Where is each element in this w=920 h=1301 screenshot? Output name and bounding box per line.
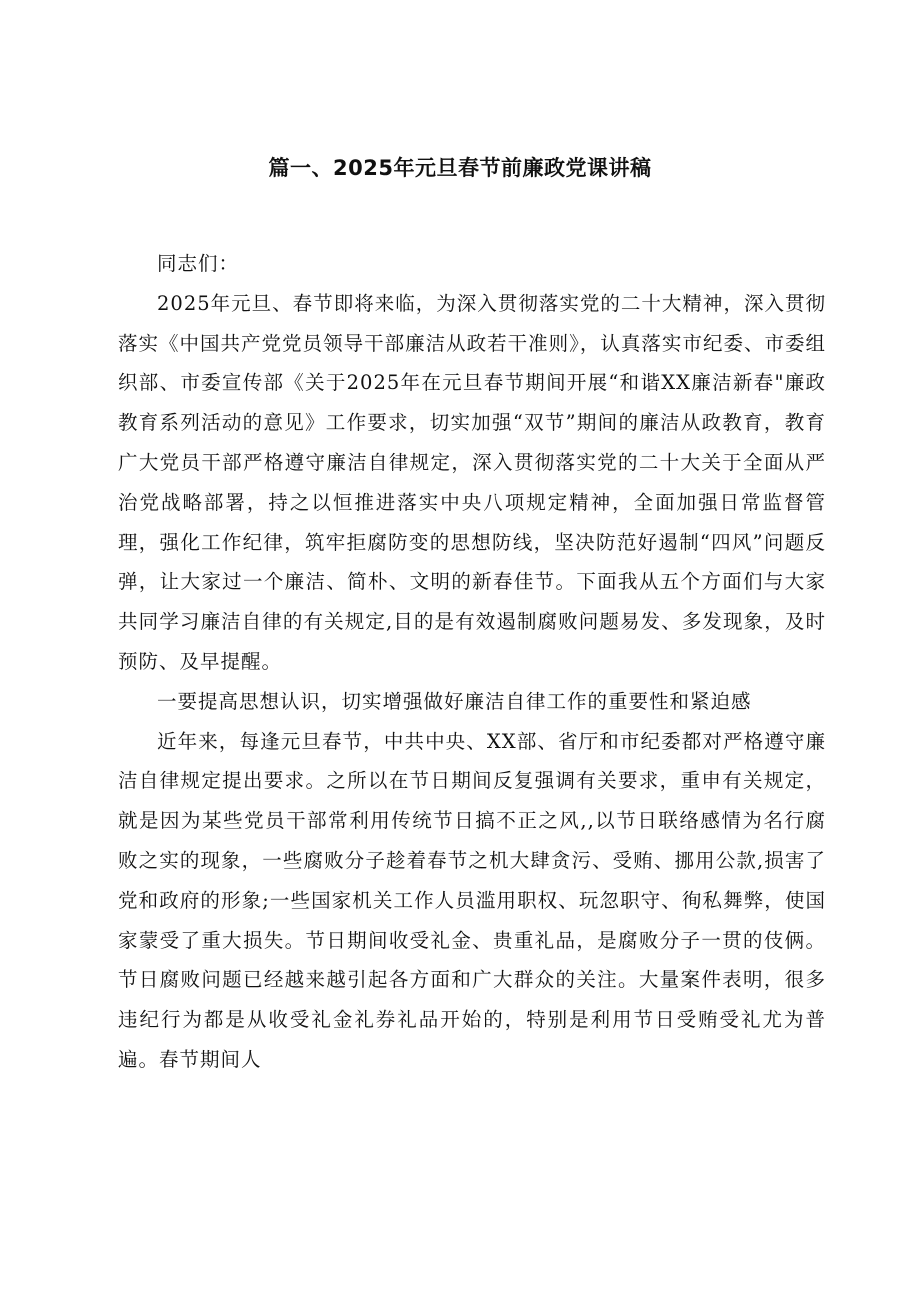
salutation-paragraph: 同志们： — [157, 252, 240, 275]
document-title: 篇一、2025年元旦春节前廉政党课讲稿 — [268, 156, 652, 180]
body-paragraph: 近年来，每逢元旦春节，中共中央、XX部、省厅和市纪委都对严格遵守廉洁自律规定提出要求。之所以在节日期间反复强调有关要求，重申有关规定，就是因为某些党员干部常利用传统节日搞不正之风,,以节日联络感情为名行腐败之实的现象，一些腐败分子趁着春节之机大肆贪污、受贿、挪用公款,损害了党和政府的形象;一些国家机关工作人员滥用职权、玩忽职守、徇私舞弊，使国家蒙受了重大损失。节日期间收受礼金、贵重礼品，是腐败分子一贯的伎俩。节日腐败问题已经越来越引起各方面和广大群众的关注。大量案件表明，很多违纪行为都是从收受礼金礼券礼品开始的，特别是利用节日受贿受礼尤为普遍。春节期间人 — [118, 729, 826, 1071]
document-body — [118, 244, 826, 1080]
section-heading-paragraph: 一要提高思想认识，切实增强做好廉洁自律工作的重要性和紧迫感 — [157, 689, 752, 713]
intro-paragraph: 2025年元旦、春节即将来临，为深入贯彻落实党的二十大精神，深入贯彻落实《中国共产党党员领导干部廉洁从政若干准则》，认真落实市纪委、市委组织部、市委宣传部《关于2025年在元旦春节期间开展“和谐XX廉洁新春"廉政教育系列活动的意见》工作要求，切实加强“双节”期间的廉洁从政教育，教育广大党员干部严格遵守廉洁自律规定，深入贯彻落实党的二十大关于全面从严治党战略部署，持之以恒推进落实中央八项规定精神，全面加强日常监督管理，强化工作纪律，筑牢拒腐防变的思想防线，坚决防范好遏制“四风”问题反弹，让大家过一个廉洁、简朴、文明的新春佳节。下面我从五个方面们与大家共同学习廉洁自律的有关规定,目的是有效遏制腐败问题易发、多发现象，及时预防、及早提醒。 — [118, 291, 826, 673]
